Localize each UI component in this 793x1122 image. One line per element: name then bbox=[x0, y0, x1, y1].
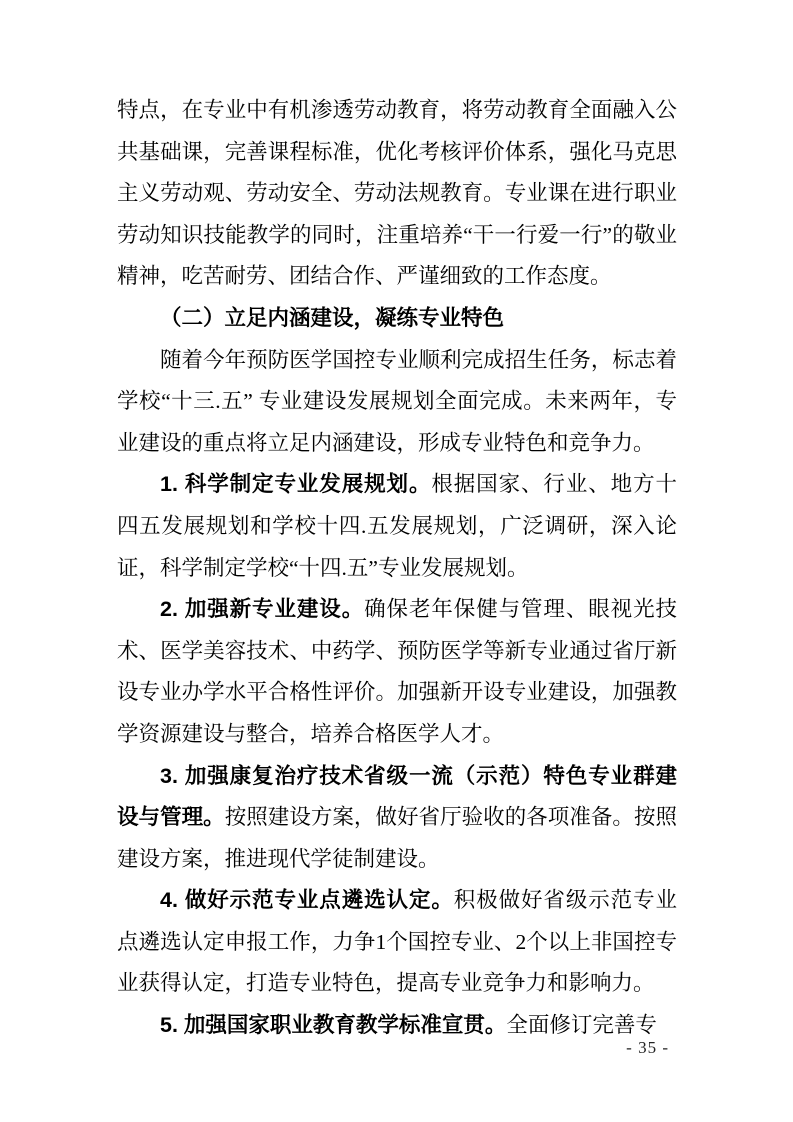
page-number: - 35 - bbox=[626, 1038, 669, 1057]
numbered-item-5 bbox=[117, 1005, 677, 1047]
numbered-item-2-lead: 2. 加强新专业建设。 bbox=[160, 597, 365, 622]
paragraph-continuation: 特点，在专业中有机渗透劳动教育，将劳动教育全面融入公共基础课，完善课程标准，优化考核评价体系，强化马克思主义劳动观、劳动安全、劳动法规教育。专业课在进行职业劳动知识技能教学的同时，注重培养“干一行爱一行”的敬业精神，吃苦耐劳、团结合作、严谨细致的工作态度。 bbox=[117, 98, 677, 289]
numbered-item-4-body: 积极做好省级示范专业点遴选认定申报工作，力争1个国控专业、2个以上非国控专业获得认定，打造专业特色，提高专业竞争力和影响力。 bbox=[117, 888, 677, 996]
numbered-item-4 bbox=[117, 880, 677, 1005]
numbered-item-5-lead: 5. 加强国家职业教育教学标准宣贯。 bbox=[160, 1013, 507, 1038]
numbered-item-1 bbox=[117, 464, 677, 589]
numbered-item-3-body: 按照建设方案，做好省厅验收的各项准备。按照建设方案，推进现代学徒制建设。 bbox=[117, 805, 677, 871]
numbered-item-2 bbox=[117, 589, 677, 755]
numbered-item-3-lead: 3. 加强康复治疗技术省级一流（示范）特色专业群建设与管理。 bbox=[117, 763, 677, 830]
section-heading: （二）立足内涵建设，凝练专业特色 bbox=[160, 305, 505, 330]
numbered-item-4-lead: 4. 做好示范专业点遴选认定。 bbox=[160, 888, 454, 913]
numbered-item-2-body: 确保老年保健与管理、眼视光技术、医学美容技术、中药学、预防医学等新专业通过省厅新设专业办学水平合格性评价。加强新开设专业建设，加强教学资源建设与整合，培养合格医学人才。 bbox=[117, 597, 677, 746]
numbered-item-3 bbox=[117, 756, 677, 881]
numbered-item-1-lead: 1. 科学制定专业发展规划。 bbox=[160, 472, 432, 497]
numbered-item-1-body: 根据国家、行业、地方十四五发展规划和学校十四.五发展规划，广泛调研，深入论证，科学制定学校“十四.五”专业发展规划。 bbox=[117, 472, 677, 580]
numbered-item-5-body: 全面修订完善专 bbox=[506, 1013, 657, 1038]
intro-paragraph: 随着今年预防医学国控专业顺利完成招生任务，标志着学校“十三.五” 专业建设发展规划全面完成。未来两年，专业建设的重点将立足内涵建设，形成专业特色和竞争力。 bbox=[117, 347, 677, 455]
document-content bbox=[117, 90, 677, 1047]
